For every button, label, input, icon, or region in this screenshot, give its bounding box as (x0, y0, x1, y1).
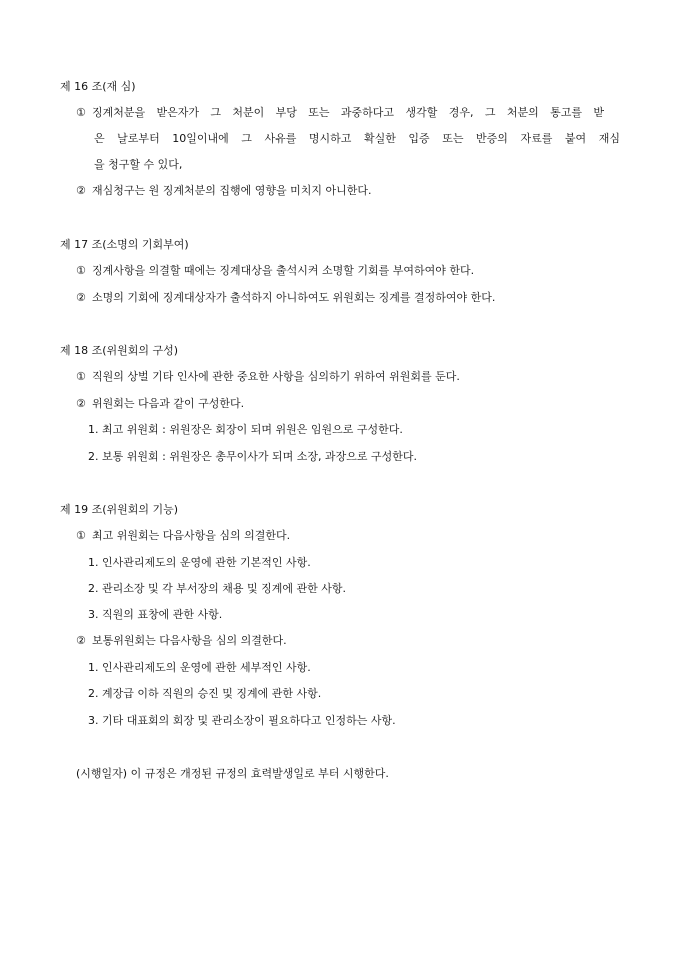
article-19-item-1-subitem-2: 2. 관리소장 및 각 부서장의 채용 및 징계에 관한 사항. (88, 582, 346, 595)
article-16-item-1-text-1: 징계처분을 받은자가 그 처분이 부당 또는 과중하다고 생각할 경우, 그 처분의 통고를 받 (92, 106, 604, 119)
item-marker: ① (76, 370, 86, 383)
article-16-item-1-line-3: 을 청구할 수 있다, (94, 158, 183, 171)
article-19-item-1 (76, 529, 290, 543)
article-17-item-2 (76, 291, 495, 305)
article-17-item-1-text: 징계사항을 의결할 때에는 징계대상을 출석시켜 소명할 기회를 부여하여야 한다. (92, 264, 475, 277)
article-19-item-2-subitem-3: 3. 기타 대표회의 회장 및 관리소장이 필요하다고 인정하는 사항. (88, 714, 396, 727)
article-16-item-1 (76, 106, 604, 120)
article-16-item-1-line-1 (76, 106, 604, 120)
article-18-item-2-text: 위원회는 다음과 같이 구성한다. (92, 397, 245, 410)
article-16-title: 제 16 조(재 심) (60, 80, 136, 93)
article-18-title: 제 18 조(위원회의 구성) (60, 344, 179, 357)
article-16-item-2 (76, 184, 372, 198)
article-17-item-2-text: 소명의 기회에 징계대상자가 출석하지 아니하여도 위원회는 징계를 결정하여야 한다. (92, 291, 496, 304)
article-19-item-2-text: 보통위원회는 다음사항을 심의 의결한다. (92, 634, 287, 647)
article-16-item-1-text-2: 은 날로부터 10일이내에 그 사유를 명시하고 확실한 입증 또는 반증의 자료를 붙여 재심 (94, 132, 620, 145)
article-17-item-1 (76, 264, 474, 278)
article-19-item-1-subitem-1: 1. 인사관리제도의 운영에 관한 기본적인 사항. (88, 556, 311, 569)
article-19-item-2-subitem-1: 1. 인사관리제도의 운영에 관한 세부적인 사항. (88, 661, 311, 674)
article-19-item-1-subitem-3: 3. 직원의 표창에 관한 사항. (88, 608, 223, 621)
item-marker: ② (76, 184, 86, 197)
article-16-item-1-line-2 (94, 132, 620, 146)
article-18-subitem-2: 2. 보통 위원회 : 위원장은 총무이사가 되며 소장, 과장으로 구성한다. (88, 450, 417, 463)
article-17-title: 제 17 조(소명의 기회부여) (60, 238, 189, 251)
item-marker: ① (76, 106, 86, 119)
article-18-item-1-text: 직원의 상벌 기타 인사에 관한 중요한 사항을 심의하기 위하여 위원회를 둔다. (92, 370, 460, 383)
article-19-item-1-text: 최고 위원회는 다음사항을 심의 의결한다. (92, 529, 291, 542)
item-marker: ② (76, 397, 86, 410)
article-16-item-2-text: 재심청구는 원 징계처분의 집행에 영향을 미치지 아니한다. (92, 184, 372, 197)
effective-date-clause: (시행일자) 이 규정은 개정된 규정의 효력발생일로 부터 시행한다. (76, 767, 389, 780)
article-18-subitem-1: 1. 최고 위원회 : 위원장은 회장이 되며 위원은 임원으로 구성한다. (88, 423, 403, 436)
item-marker: ② (76, 634, 86, 647)
article-19-item-2-subitem-2: 2. 계장급 이하 직원의 승진 및 징계에 관한 사항. (88, 687, 322, 700)
item-marker: ① (76, 529, 86, 542)
article-19-item-2 (76, 634, 287, 648)
article-18-item-1 (76, 370, 460, 384)
article-19-title: 제 19 조(위원회의 기능) (60, 503, 179, 516)
article-18-item-2 (76, 397, 244, 411)
item-marker: ① (76, 264, 86, 277)
item-marker: ② (76, 291, 86, 304)
